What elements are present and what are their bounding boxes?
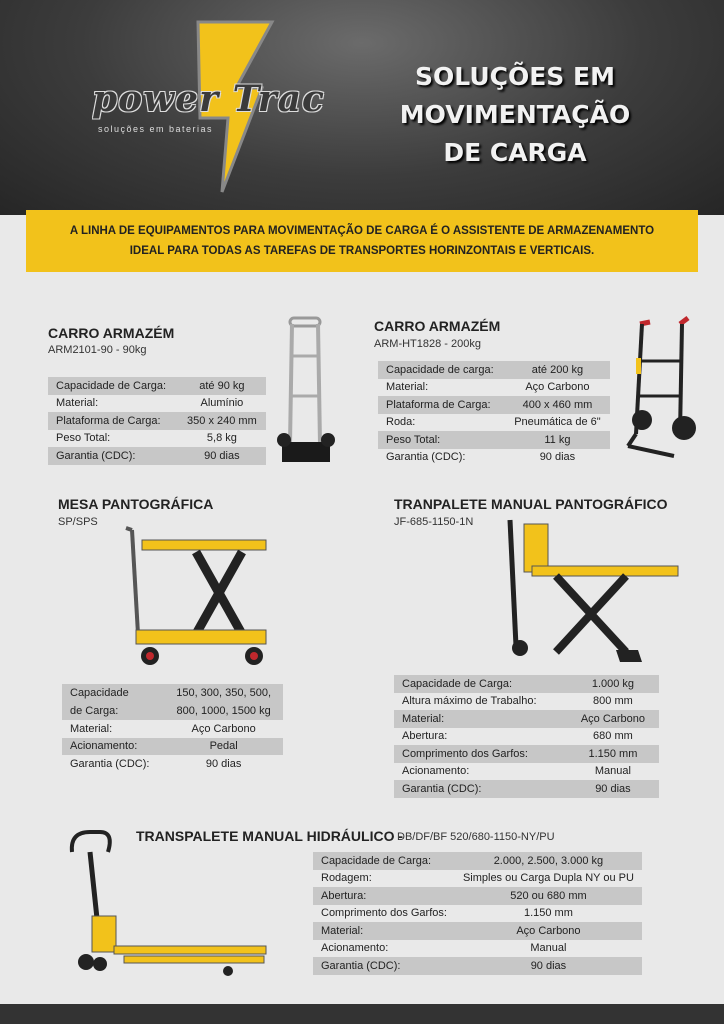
spec-row [313,905,642,923]
spec-row [48,430,266,448]
spec-row [394,675,659,693]
spec-label: Comprimento dos Garfos: [394,745,567,763]
spec-value: até 200 kg [505,361,610,379]
product-title-mesa: MESA PANTOGRÁFICA [58,496,214,512]
spec-value: Aço Carbono [525,381,590,394]
spec-value: Aço Carbono [455,922,642,940]
spec-label: Rodagem: [321,872,372,885]
spec-row [378,361,610,379]
spec-table-tranpalete [394,675,659,798]
hand-truck-steel-image [622,316,698,464]
spec-value: 2.000, 2.500, 3.000 kg [455,852,642,870]
spec-value: 5,8 kg [206,432,237,445]
spec-label [62,684,164,720]
spec-row [48,412,266,430]
spec-value: 520 ou 680 mm [455,887,642,905]
spec-row [378,414,610,432]
product-model-transpalete: DB/DF/BF 520/680-1150-NY/PU [397,831,555,843]
product-title-tranpalete: TRANPALETE MANUAL PANTOGRÁFICO [394,496,668,512]
spec-row [394,710,659,728]
spec-row [394,728,659,746]
spec-value: Alumínio [200,397,244,410]
product-model-armazem-200: ARM-HT1828 - 200kg [374,338,481,350]
spec-row [313,870,642,888]
spec-value: Manual [530,942,567,955]
spec-value: Simples ou Carga Dupla NY ou PU [462,872,634,885]
spec-value: Aço Carbono [191,722,256,735]
spec-row [62,720,283,738]
spec-label: Plataforma de Carga: [378,396,505,414]
spec-value: 1.150 mm [567,745,659,763]
spec-value: 350 x 240 mm [178,412,266,430]
spec-value: Pneumática de 6" [514,416,601,429]
product-model-mesa: SP/SPS [58,516,98,528]
spec-row [394,763,659,781]
headline [360,58,670,172]
spec-row [313,940,642,958]
headline-line-1: SOLUÇÕES EM [415,62,615,91]
spec-label: Material: [394,710,567,728]
spec-row [62,738,283,756]
spec-value: Pedal [164,738,283,756]
spec-row [313,922,642,940]
cap-label-line-2: de Carga: [70,705,119,717]
spec-row [313,957,642,975]
spec-value: 11 kg [505,431,610,449]
spec-row [313,852,642,870]
spec-label: Material: [313,922,455,940]
spec-label: Capacidade de carga: [378,361,505,379]
spec-label: Acionamento: [402,765,470,778]
spec-row [378,449,610,467]
spec-table-transpalete [313,852,642,975]
spec-value: 800 mm [593,695,633,708]
headline-line-2: MOVIMENTAÇÃO [399,100,631,129]
spec-label: Comprimento dos Garfos: [321,907,447,920]
spec-row [48,447,266,465]
spec-row [378,431,610,449]
spec-label: Acionamento: [62,738,164,756]
hydraulic-pallet-truck-image [64,828,270,978]
spec-value: 400 x 460 mm [505,396,610,414]
spec-label: Material: [70,722,113,735]
cap-label-line-1: Capacidade [70,687,129,699]
banner-line-1: A LINHA DE EQUIPAMENTOS PARA MOVIMENTAÇÃO DE CARGA É O ASSISTENTE DE ARMAZENAMENTO [69,225,655,237]
product-model-armazem-90: ARM2101-90 - 90kg [48,344,147,356]
spec-label: Abertura: [313,887,455,905]
spec-value: Aço Carbono [567,710,659,728]
spec-label: Capacidade de Carga: [394,675,567,693]
spec-label: Peso Total: [56,432,111,445]
spec-table-armazem-90 [48,377,266,465]
scissor-pallet-truck-image [496,516,680,666]
banner-line-2: IDEAL PARA TODAS AS TAREFAS DE TRANSPORTES HORINZONTAIS E VERTICAIS. [129,245,595,257]
spec-row [62,684,283,720]
spec-value: Manual [594,765,631,778]
spec-value: 90 dias [455,957,642,975]
spec-row [62,755,283,773]
spec-label: Garantia (CDC): [313,957,455,975]
scissor-lift-table-image [108,524,272,672]
spec-label: Altura máximo de Trabalho: [402,695,537,708]
header [0,0,724,215]
product-title-transpalete: TRANSPALETE MANUAL HIDRÁULICO - [136,828,404,844]
spec-value: 1.150 mm [523,907,573,920]
spec-value: 1.000 kg [567,675,659,693]
spec-label: Roda: [386,416,416,429]
spec-label: Plataforma de Carga: [48,412,178,430]
hand-truck-aluminium-image [276,316,336,468]
spec-label: Peso Total: [378,431,505,449]
spec-label: Garantia (CDC): [48,447,178,465]
spec-value [164,684,283,720]
spec-row [394,693,659,711]
footer-bar [0,1004,724,1024]
intro-banner [26,210,698,272]
spec-row [48,377,266,395]
product-title-armazem-200: CARRO ARMAZÉM [374,318,501,334]
spec-label: Garantia (CDC): [386,451,466,464]
spec-label: Capacidade de Carga: [313,852,455,870]
cap-value-line-1: 150, 300, 350, 500, [176,687,272,699]
cap-value-line-2: 800, 1000, 1500 kg [176,705,271,717]
spec-row [378,379,610,397]
spec-label: Abertura: [402,730,448,743]
spec-label: Capacidade de Carga: [48,377,178,395]
spec-label: Garantia (CDC): [70,757,150,770]
spec-value: 90 dias [205,757,242,770]
spec-value: 90 dias [567,780,659,798]
spec-value: 90 dias [539,451,576,464]
spec-label: Material: [386,381,429,394]
spec-value: até 90 kg [178,377,266,395]
spec-value: 90 dias [178,447,266,465]
spec-label: Acionamento: [321,942,389,955]
brand-name: power Trac [92,78,325,120]
spec-row [394,745,659,763]
spec-table-mesa [62,684,283,773]
spec-table-armazem-200 [378,361,610,466]
spec-row [394,780,659,798]
spec-label: Garantia (CDC): [394,780,567,798]
brand-tagline: soluções em baterias [98,124,214,134]
product-title-armazem-90: CARRO ARMAZÉM [48,325,175,341]
spec-row [313,887,642,905]
spec-label: Material: [56,397,99,410]
spec-row [378,396,610,414]
spec-value: 680 mm [593,730,633,743]
spec-row [48,395,266,413]
headline-line-3: DE CARGA [443,138,587,167]
product-model-tranpalete: JF-685-1150-1N [394,516,474,528]
